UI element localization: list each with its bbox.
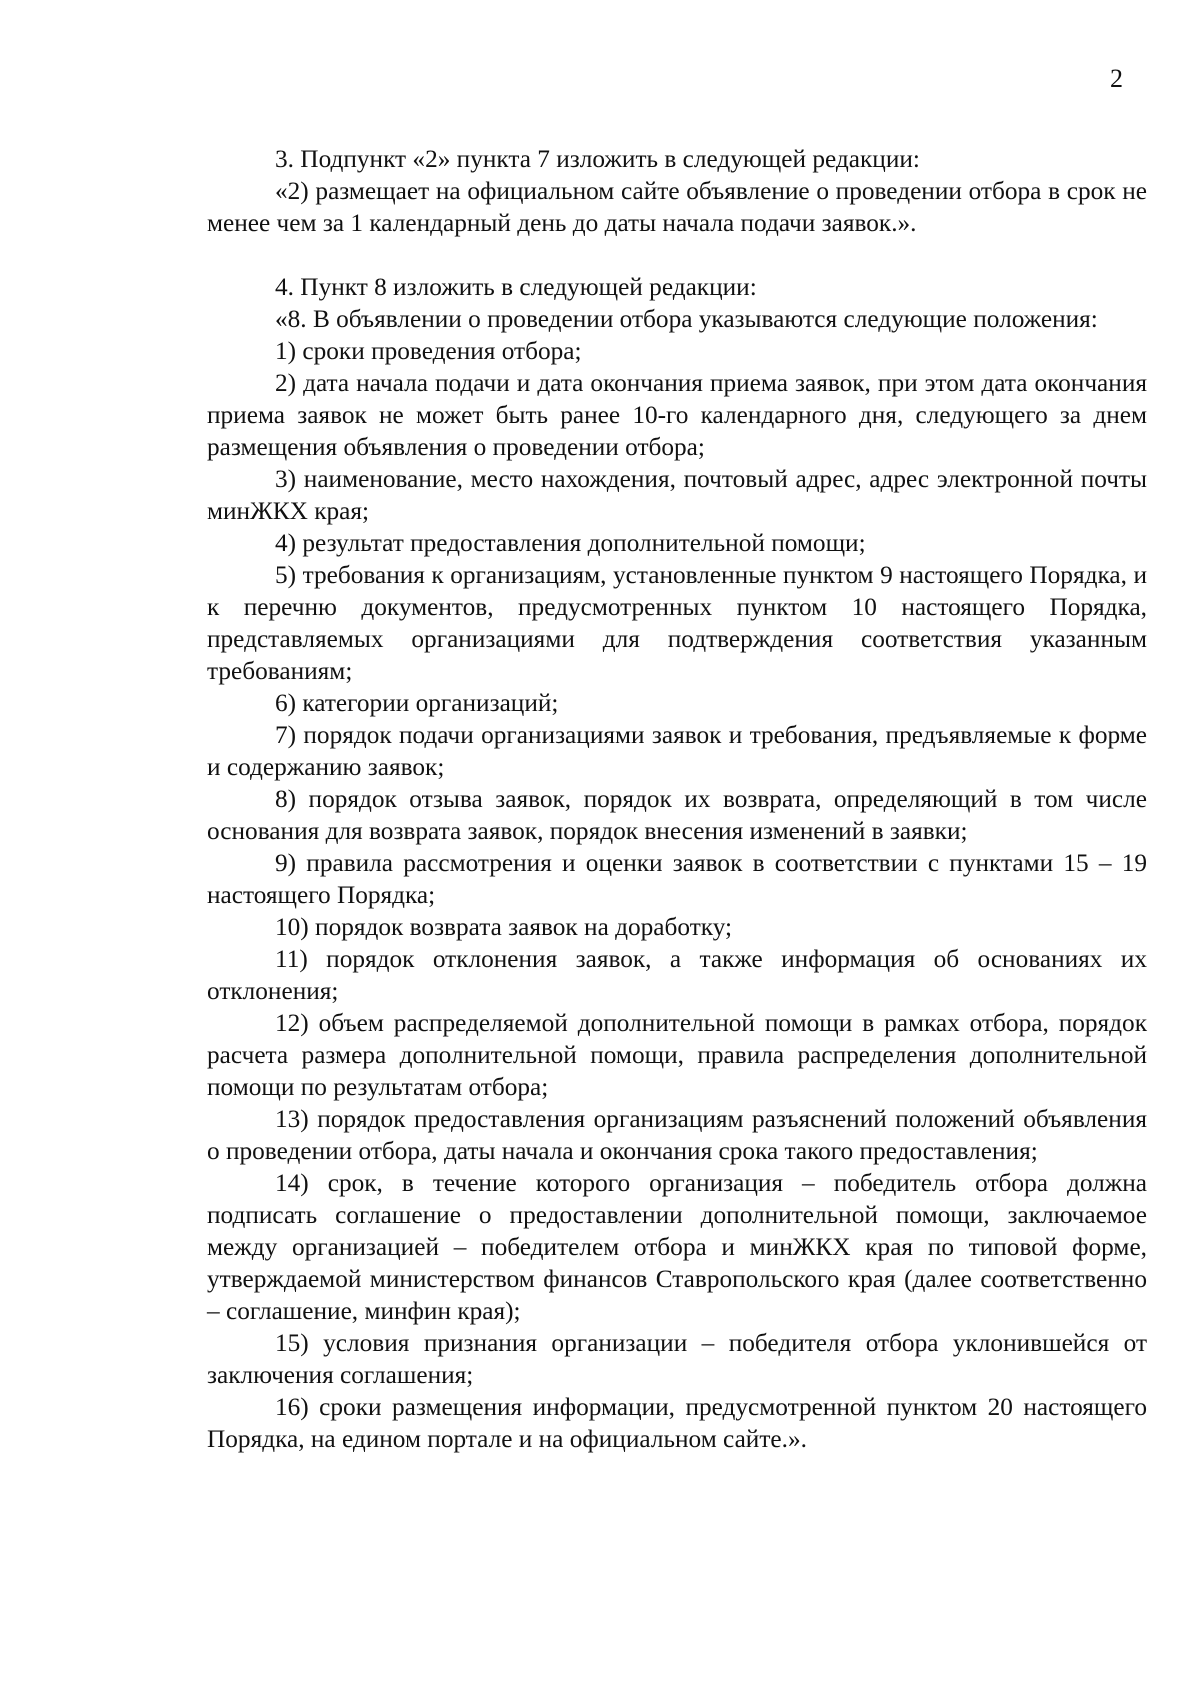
list-item: 9) правила рассмотрения и оценки заявок в соответствии с пунктами 15 – 19 настоящего Порядка;	[207, 849, 1147, 909]
document-body	[207, 143, 1147, 1455]
list-item: 14) срок, в течение которого организация – победитель отбора должна подписать соглашение о предоставлении дополнительной помощи, заключаемое между организацией – победителем отбора и минЖКХ края по типовой форме, утверждаемой министерством финансов Ставропольского края (далее соответственно – соглашение, минфин края);	[207, 1169, 1147, 1325]
paragraph-subitem-2-text: «2) размещает на официальном сайте объявление о проведении отбора в срок не менее чем за 1 календарный день до даты начала подачи заявок.».	[207, 177, 1147, 237]
list-item: 4) результат предоставления дополнительной помощи;	[275, 529, 866, 557]
list-item: 7) порядок подачи организациями заявок и требования, предъявляемые к форме и содержанию заявок;	[207, 721, 1147, 781]
list-item: 13) порядок предоставления организациям разъяснений положений объявления о проведении отбора, даты начала и окончания срока такого предоставления;	[207, 1105, 1147, 1165]
list-item: 3) наименование, место нахождения, почтовый адрес, адрес электронной почты минЖКХ края;	[207, 465, 1147, 525]
list-item: 15) условия признания организации – победителя отбора уклонившейся от заключения соглашения;	[207, 1329, 1147, 1389]
paragraph-item-4: 4. Пункт 8 изложить в следующей редакции:	[275, 273, 757, 301]
paragraph-item-3: 3. Подпункт «2» пункта 7 изложить в следующей редакции:	[275, 145, 920, 173]
list-item: 16) сроки размещения информации, предусмотренной пунктом 20 настоящего Порядка, на едином портале и на официальном сайте.».	[207, 1393, 1147, 1453]
page-number: 2	[1110, 64, 1123, 93]
list-item: 8) порядок отзыва заявок, порядок их возврата, определяющий в том числе основания для возврата заявок, порядок внесения изменений в заявки;	[207, 785, 1147, 845]
list-item: 1) сроки проведения отбора;	[275, 337, 582, 365]
list-item: 11) порядок отклонения заявок, а также информация об основаниях их отклонения;	[207, 945, 1147, 1005]
paragraph-point-8-intro: «8. В объявлении о проведении отбора указываются следующие положения:	[275, 305, 1098, 333]
list-item: 12) объем распределяемой дополнительной помощи в рамках отбора, порядок расчета размера дополнительной помощи, правила распределения дополнительной помощи по результатам отбора;	[207, 1009, 1147, 1101]
list-item: 10) порядок возврата заявок на доработку;	[275, 913, 733, 941]
list-item: 2) дата начала подачи и дата окончания приема заявок, при этом дата окончания приема заявок не может быть ранее 10-го календарного дня, следующего за днем размещения объявления о проведении отбора;	[207, 369, 1147, 461]
list-item: 5) требования к организациям, установленные пунктом 9 настоящего Порядка, и к перечню документов, предусмотренных пунктом 10 настоящего Порядка, представляемых организациями для подтверждения соответствия указанным требованиям;	[207, 561, 1147, 685]
list-item: 6) категории организаций;	[275, 689, 559, 717]
